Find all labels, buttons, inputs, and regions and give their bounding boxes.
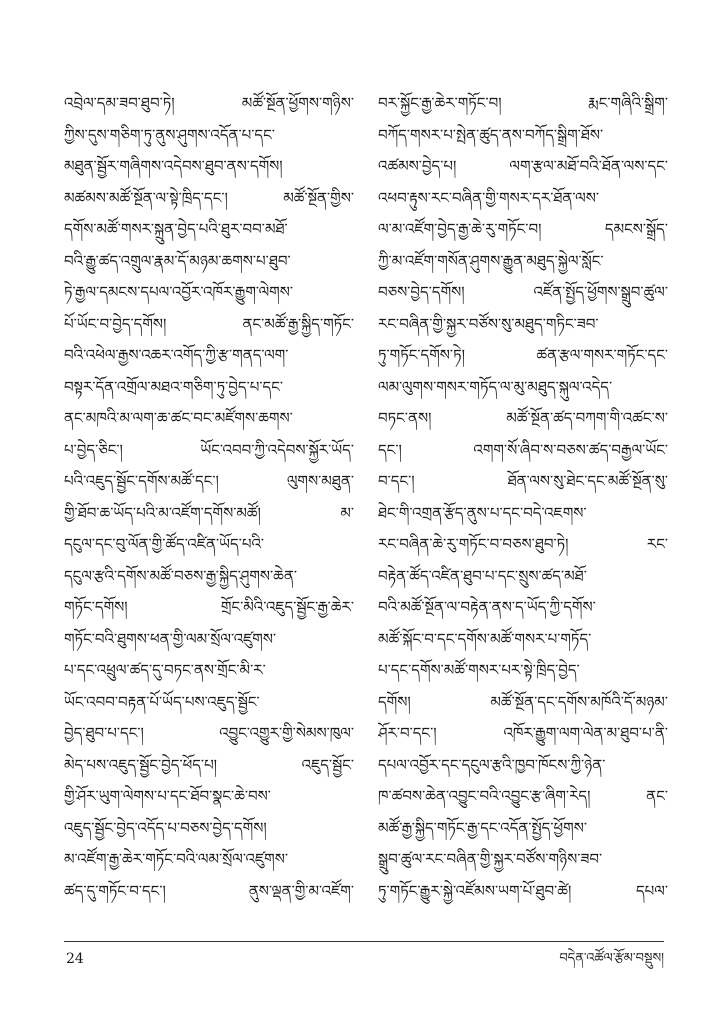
text-line: གྱི་ཐོབ་ཆ་ཡོད་པའི་མ་འཛོག་དགོས་མཚོ། མ་ bbox=[64, 503, 354, 522]
text-line: མ་འཛོག་རྒྱ་ཆེར་གཏོང་བའི་ལམ་སྲོལ་འཛུགས་ bbox=[64, 850, 288, 868]
text-line: ཚད་དུ་གཏོང་བ་དང་། ནུས་ལྡན་གྱི་མ་འཛོག་ bbox=[64, 881, 354, 900]
text-line: འཚམས་བྱེད་པ། ལག་རྩལ་མཐོ་བའི་ཐོན་ལས་དང་ bbox=[378, 157, 668, 175]
text-line: པ་དང་འཕྲུལ་ཚད་དུ་བཏང་ནས་གྲོང་མི་ར་ bbox=[64, 661, 266, 679]
text-line: མཚམས་མཚོ་སྔོན་ལ་སྟེ་ཁྲིད་དང་། མཚོ་སྔོན་གྱིས་ bbox=[64, 188, 354, 207]
text-line: ཀྱིས་དུས་གཅིག་ཏུ་ནུས་ཤུགས་འདོན་པ་དང་ bbox=[64, 125, 275, 144]
text-line: ཀྱི་མ་འཛོག་གསོན་ཤུགས་རྒྱུན་མཐུད་སྐྱེལ་སློང་ bbox=[378, 251, 604, 270]
text-line: དཔལ་འབྱོར་དང་དངུལ་རྩའི་ཁྱབ་ཁོངས་ཀྱི་ཉེན་ bbox=[378, 755, 606, 774]
text-line: བསྟར་དོན་འགྲོལ་མཐའ་གཅིག་ཏུ་བྱེད་པ་དང་ bbox=[64, 377, 284, 396]
text-line: ཏུ་གཏོང་རྒྱུར་སྐྱེ་འཛོམས་ཡག་པོ་ཐུབ་ཚེ། དཔལ་ bbox=[378, 881, 668, 900]
text-line: མཚོ་རྒྱ་སྐྱིད་གཏོང་རྒྱ་དང་འདོན་སྤྱོད་ཕྱོགས་ bbox=[378, 818, 587, 837]
text-line: དངུལ་དང་བུ་ལོན་གྱི་ཚོད་འཛིན་ཡོད་པའི་ bbox=[64, 535, 265, 553]
text-line: ཡོང་འབབ་བརྟན་པོ་ཡོད་པས་འཇུད་སྦྱོང་ bbox=[64, 692, 260, 711]
text-line: གྱི་ཤོར་ཡུག་ལེགས་པ་དང་ཐོབ་སྣང་ཆེ་བས་ bbox=[64, 787, 271, 805]
right-text-column bbox=[378, 88, 668, 907]
text-line: བའི་རྒྱུ་ཚད་འགྲུལ་རྣམ་དོ་མཉམ་ཆགས་པ་ཐུབ་ bbox=[64, 251, 291, 270]
text-line: དང་། འགག་སོ་ཞིབ་ས་བཅས་ཚད་བརྒྱལ་ཡོང་ bbox=[378, 440, 668, 459]
text-line: རང་བཞིན་ཆེ་རུ་གཏོང་བ་བཅས་ཐུབ་ཏེ། རང་ bbox=[378, 535, 668, 553]
text-line: མཐུན་སྦྱོར་གཞིགས་འདེབས་ཐུབ་ནས་དགོས། bbox=[64, 157, 283, 175]
text-line: པ་དང་དགོས་མཚོ་གསར་པར་སྟེ་ཁྲིད་བྱེད་ bbox=[378, 661, 580, 679]
text-line: ཏུ་གཏོང་དགོས་ཏེ། ཚན་རྩལ་གསར་གཏོང་དང་ bbox=[378, 346, 668, 364]
text-line: ནང་མཁའི་མ་ལག་ཆ་ཚང་བང་མཛོགས་ཆགས་ bbox=[64, 409, 293, 427]
text-line: ལམ་ལུགས་གསར་གཏོད་ལ་མུ་མཐུད་སྐུལ་འདེད་ bbox=[378, 377, 613, 396]
text-line: འཇུད་སྦྱོང་བྱེད་འདོད་པ་བཅས་བྱེད་དགོས། bbox=[64, 818, 267, 837]
text-line: དངུལ་རྩའི་དགོས་མཚོ་བཅས་རྒྱ་སྐྱིད་ཤུགས་ཆེན་ bbox=[64, 566, 298, 585]
left-text-column bbox=[64, 88, 354, 907]
text-line: འཕབ་རྟུས་རང་བཞིན་གྱི་གསར་དར་ཐོན་ལས་ bbox=[378, 188, 599, 207]
text-line: པོ་ཡོང་བ་བྱེད་དགོས། ནང་མཚོ་རྒྱ་སྐྱིད་གཏོང་ bbox=[64, 314, 354, 333]
text-line: འབྲེལ་དམ་ཟབ་ཐུབ་ཏེ། མཚོ་སྔོན་ཕྱོགས་གཉིས་ bbox=[64, 94, 354, 112]
text-line: བའི་མཚོ་སྔོན་ལ་བརྟེན་ནས་ད་ཡོད་ཀྱི་དགོས་ bbox=[378, 598, 596, 616]
text-line: ཁ་ཚབས་ཆེན་འབྱུང་བའི་འབྱུང་རྩ་ཞིག་རེད། ནང་ bbox=[378, 787, 668, 805]
text-line: གཏོང་དགོས། གྲོང་མིའི་འཇུད་སྦྱོང་རྒྱ་ཆེར་ bbox=[64, 598, 354, 616]
text-line: དགོས་མཚོ་གསར་སྐྲུན་བྱེད་པའི་ཐུར་བབ་མཐོ་ bbox=[64, 220, 288, 238]
text-line: སྒྲུབ་ཚུལ་རང་བཞིན་གྱི་སྐྱར་བཙོས་གཉིས་ཟབ་ bbox=[378, 850, 603, 868]
text-line: བར་སྐྱོང་རྒྱ་ཆེར་གཏོང་བ། རྨང་གཞིའི་སྒྲིག་ bbox=[378, 94, 668, 112]
text-line: ལ་མ་འཛོག་བྱེད་རྒྱ་ཆེ་རུ་གཏོང་བ། དམངས་སྒྲོད་ bbox=[378, 220, 668, 238]
running-title: བདེན་འཚོལ་རྩོམ་བསྡུས། bbox=[559, 951, 664, 966]
text-line: མཚོ་སྐོང་བ་དང་དགོས་མཚོ་གསར་པ་གཏོད་ bbox=[378, 629, 592, 648]
text-line: ཤོར་བ་དང་། འཁོར་རྒྱུག་ལག་ལེན་མ་ཐུབ་པ་ནི་ bbox=[378, 724, 668, 742]
text-line: ཏེ་རྒྱལ་དམངས་དཔལ་འབྱོར་འཁོར་རྒྱུག་ལེགས་ bbox=[64, 283, 294, 301]
text-line: དགོས། མཚོ་སྔོན་དང་དགོས་མཁོའི་དོ་མཉམ་ bbox=[378, 692, 668, 711]
text-line: པའི་འཇུད་སྦྱོང་དགོས་མཚོ་དང་། ལུགས་མཐུན་ bbox=[64, 472, 354, 490]
text-line: བྱེད་ཐུབ་པ་དང་། འབྱུང་འགྱུར་གྱི་སེམས་ཁུལ་ bbox=[64, 724, 354, 742]
text-line: བཅས་བྱེད་དགོས། འཛོན་སྤྱོད་ཕྱོགས་སྒྲུབ་ཚུལ་ bbox=[378, 283, 668, 301]
text-line: བཏང་ནས། མཚོ་སྔོན་ཚད་བཀག་གི་འཚང་ས་ bbox=[378, 409, 668, 427]
text-line: གཏོང་བའི་ཐུགས་ཕན་གྱི་ལམ་སྲོལ་འཛུགས་ bbox=[64, 629, 277, 648]
text-line: བཀོད་གསར་པ་སྤེན་ཚུད་ནས་བཀོད་སྒྲིག་ཐོས་ bbox=[378, 125, 604, 144]
footer-rule bbox=[64, 941, 664, 942]
page-number: 24 bbox=[66, 951, 84, 967]
text-line: རང་བཞིན་གྱི་སྐྱར་བཙོས་སུ་མཐུད་གཏིང་ཟབ་ bbox=[378, 314, 599, 333]
text-line: མེད་པས་འཇུད་སྦྱོང་བྱེད་ཕོད་པ། འཇུད་སྦྱོང་ bbox=[64, 755, 354, 774]
text-line: ཐེང་གི་འགྲན་རྩོད་ནུས་པ་དང་བདེ་འཇགས་ bbox=[378, 503, 587, 522]
text-line: པ་བྱེད་ཅིང་། ཡོང་འབབ་ཀྱི་འདེབས་སྐྱོར་ཡོད་ bbox=[64, 440, 354, 459]
text-line: བརྟེན་ཚོད་འཛིན་ཐུབ་པ་དང་སྲུས་ཚད་མཐོ་ bbox=[378, 566, 587, 585]
text-line: བ་དང་། ཐོན་ལས་སུ་ཐེང་དང་མཚོ་སྔོན་སུ་ bbox=[378, 472, 668, 490]
text-line: བའི་འཕེལ་རྒྱས་འཆར་འགོད་ཀྱི་རྩ་གནད་ལག་ bbox=[64, 346, 289, 364]
